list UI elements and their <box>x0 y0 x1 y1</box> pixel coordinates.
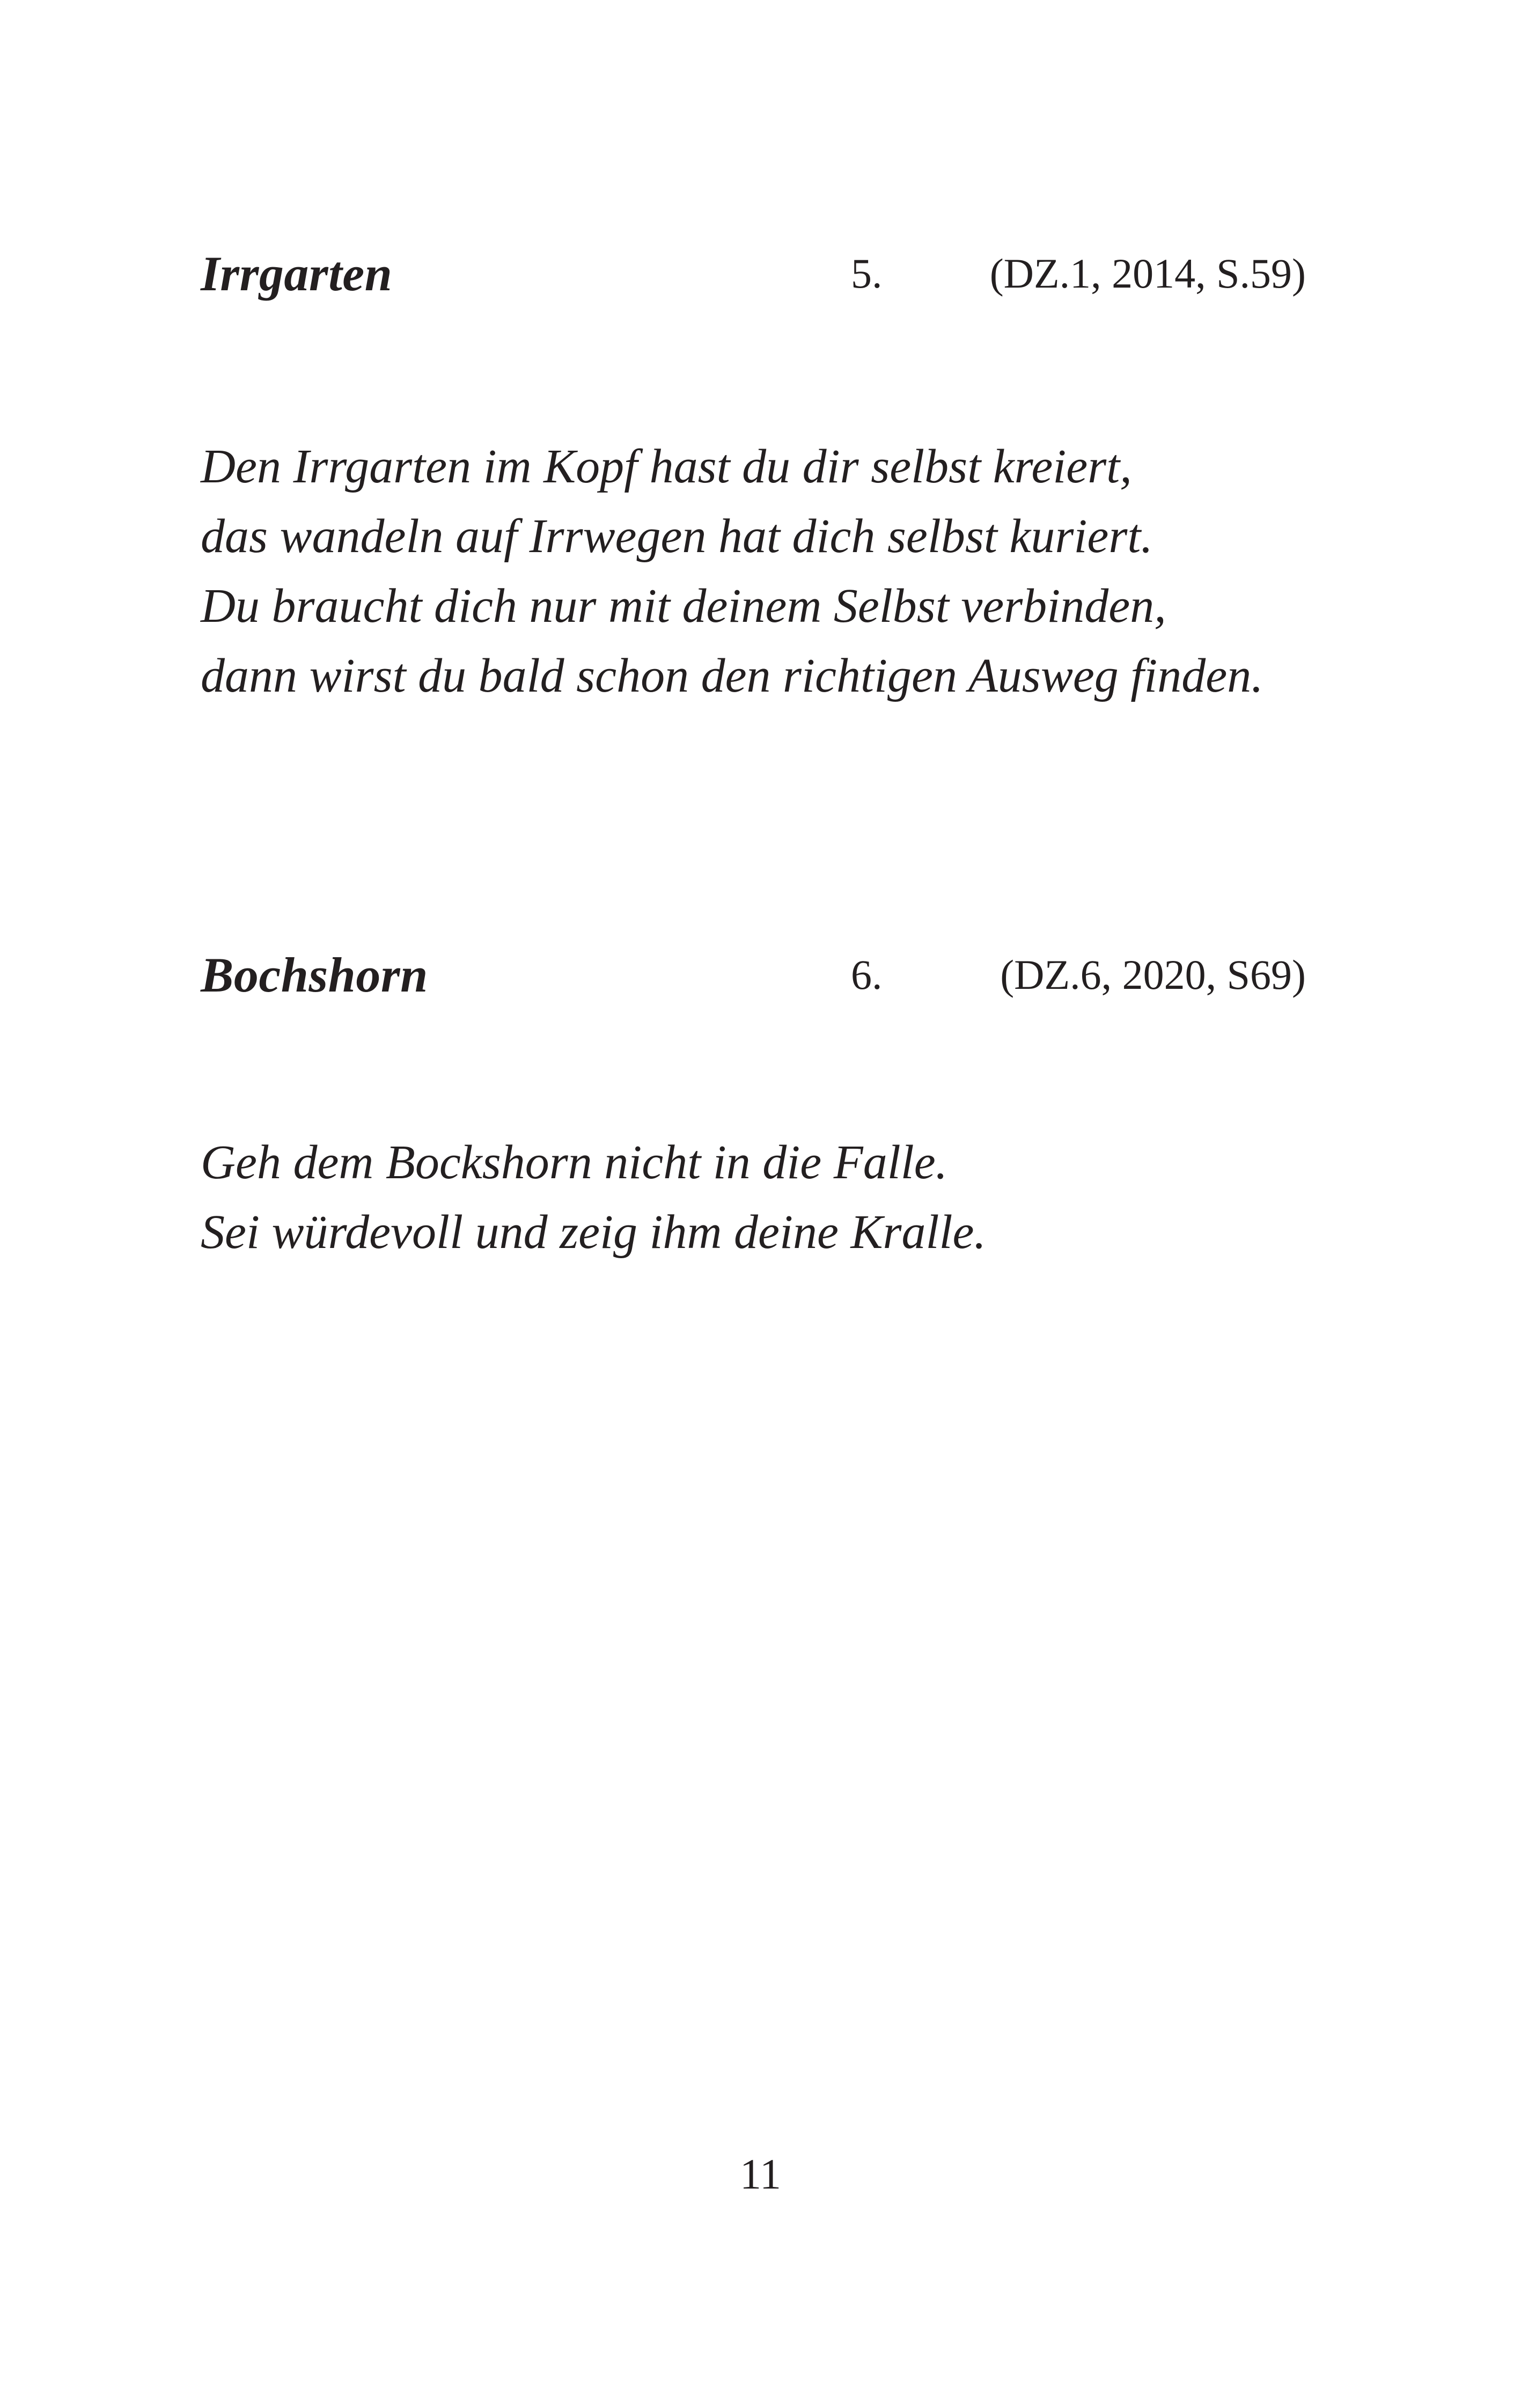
poem-title: Irrgarten <box>201 246 393 301</box>
poem-number: 5. <box>851 250 883 297</box>
poem-header <box>201 943 1306 1007</box>
poem-body <box>201 1128 986 1267</box>
poem-bochshorn <box>201 943 1306 1259</box>
poem-header <box>201 241 1306 306</box>
poem-title: Bochshorn <box>201 948 428 1002</box>
poem-source: (DZ.1, 2014, S.59) <box>989 250 1306 297</box>
verse-line: Den Irrgarten im Kopf hast du dir selbst kreiert, <box>201 440 1132 493</box>
verse-line: das wandeln auf Irrwegen hat dich selbst kuriert. <box>201 510 1153 563</box>
poem-number: 6. <box>851 951 883 998</box>
poem-irrgarten <box>201 241 1306 702</box>
verse-line: Geh dem Bockshorn nicht in die Falle. <box>201 1136 948 1189</box>
verse-line: Du braucht dich nur mit deinem Selbst verbinden, <box>201 579 1166 633</box>
poem-source: (DZ.6, 2020, S69) <box>1000 951 1306 998</box>
verse-line: dann wirst du bald schon den richtigen Ausweg finden. <box>201 649 1263 702</box>
page-number: 11 <box>739 2151 782 2198</box>
verse-line: Sei würdevoll und zeig ihm deine Kralle. <box>201 1206 986 1259</box>
poem-body <box>201 432 1263 711</box>
